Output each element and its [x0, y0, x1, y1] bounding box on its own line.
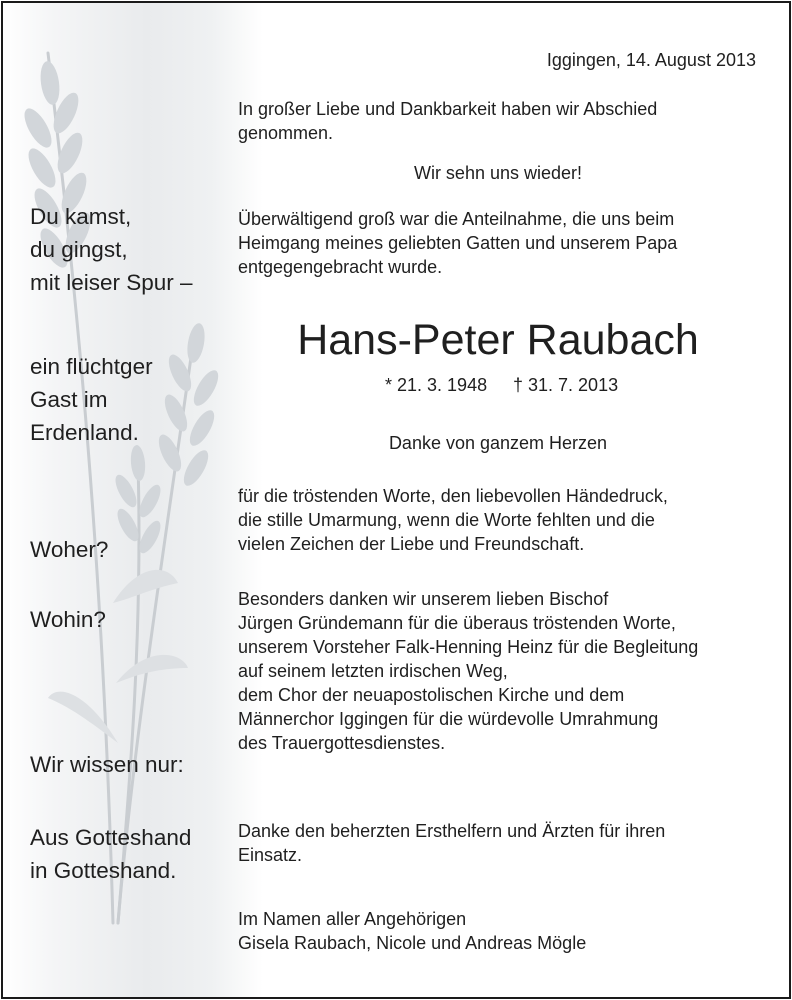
- poem-ending: [30, 821, 191, 887]
- obituary-card: [1, 1, 791, 999]
- sympathy-paragraph: [238, 207, 677, 279]
- text-line: Jürgen Gründemann für die überaus tröstenden Worte,: [238, 613, 676, 633]
- text-line: Besonders danken wir unserem lieben Bischof: [238, 589, 609, 609]
- thanks-gestures-paragraph: [238, 484, 668, 556]
- text-line: für die tröstenden Worte, den liebevollen Händedruck,: [238, 486, 668, 506]
- poem-line: du gingst,: [30, 237, 128, 262]
- thanks-helpers-paragraph: [238, 819, 665, 867]
- intro-paragraph: [238, 97, 657, 145]
- poem-line: Du kamst,: [30, 204, 132, 229]
- poem-question-wohin: Wohin?: [30, 607, 106, 632]
- text-line: Heimgang meines geliebten Gatten und unserem Papa: [238, 233, 678, 253]
- poem-line: in Gotteshand.: [30, 858, 177, 883]
- text-line: Überwältigend groß war die Anteilnahme, die uns beim: [238, 209, 675, 229]
- text-line: Männerchor Iggingen für die würdevolle Umrahmung: [238, 709, 659, 729]
- deceased-name: Hans-Peter Raubach: [297, 316, 699, 364]
- thanks-special-paragraph: [238, 587, 698, 755]
- text-line: Gisela Raubach, Nicole und Andreas Mögle: [238, 933, 587, 953]
- poem-line: Aus Gotteshand: [30, 825, 192, 850]
- death-date: † 31. 7. 2013: [513, 375, 619, 395]
- text-line: entgegengebracht wurde.: [238, 257, 443, 277]
- poem-stanza-2: [30, 350, 153, 449]
- poem-line: ein flüchtger: [30, 354, 153, 379]
- poem-stanza-1: [30, 200, 193, 299]
- text-line: unserem Vorsteher Falk-Henning Heinz für die Begleitung: [238, 637, 699, 657]
- text-line: Im Namen aller Angehörigen: [238, 909, 467, 929]
- text-line: vielen Zeichen der Liebe und Freundschaft.: [238, 534, 585, 554]
- poem-question-woher: Woher?: [30, 537, 109, 562]
- text-line: Danke den beherzten Ersthelfern und Ärzten für ihren: [238, 821, 666, 841]
- text-line: In großer Liebe und Dankbarkeit haben wir Abschied: [238, 99, 658, 119]
- birth-date: * 21. 3. 1948: [385, 375, 488, 395]
- motto: Wir sehn uns wieder!: [413, 163, 583, 183]
- text-line: des Trauergottesdienstes.: [238, 733, 446, 753]
- text-line: dem Chor der neuapostolischen Kirche und dem: [238, 685, 625, 705]
- place-date: Iggingen, 14. August 2013: [546, 50, 756, 70]
- signature: [238, 907, 586, 955]
- thanks-heading: Danke von ganzem Herzen: [388, 433, 608, 453]
- text-line: die stille Umarmung, wenn die Worte fehlten und die: [238, 510, 655, 530]
- poem-line: Erdenland.: [30, 420, 139, 445]
- poem-line: Gast im: [30, 387, 108, 412]
- text-line: genommen.: [238, 123, 334, 143]
- text-line: auf seinem letzten irdischen Weg,: [238, 661, 508, 681]
- text-line: Einsatz.: [238, 845, 303, 865]
- poem-line-wir-wissen: Wir wissen nur:: [30, 752, 184, 777]
- poem-line: mit leiser Spur –: [30, 270, 193, 295]
